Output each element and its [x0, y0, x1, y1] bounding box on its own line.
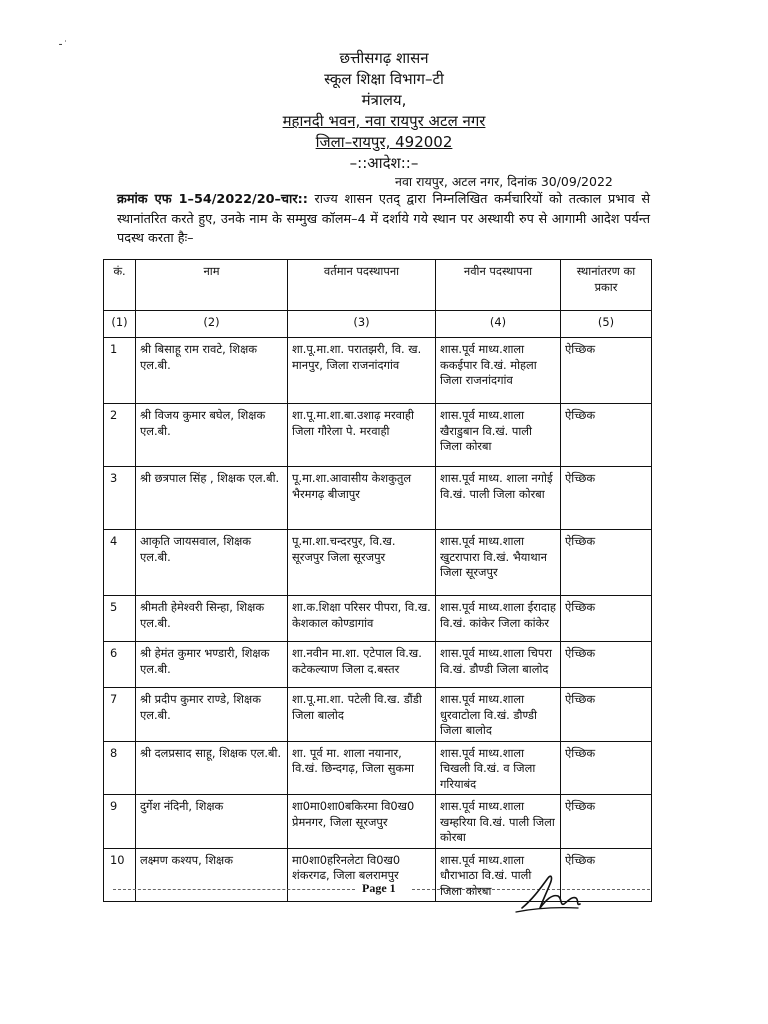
cell-transfer-type: ऐच्छिक: [561, 467, 652, 530]
cell-sno: 3: [104, 467, 136, 530]
cell-sno: 1: [104, 338, 136, 404]
cell-new-posting: शास.पूर्व माध्य.शाला चिखली वि.खं. व जिला गरियाबंद: [436, 741, 561, 795]
cell-sno: 2: [104, 404, 136, 467]
date-line: नवा रायपुर, अटल नगर, दिनांक 30/09/2022: [395, 174, 613, 189]
cell-current-posting: शा.क.शिक्षा परिसर पीपरा, वि.ख. केशकाल कोण्डागांव: [288, 596, 436, 642]
cell-new-posting: शास.पूर्व माध्य.शाला खुटरापारा वि.खं. भैयाथान जिला सूरजपुर: [436, 530, 561, 596]
cell-current-posting: मा0शा0हरिनलेटा वि0ख0 शंकरगढ, जिला बलरामपुर: [288, 848, 436, 902]
cell-current-posting: शा.पू.मा.शा. पटेली वि.ख. डौंडी जिला बालोद: [288, 688, 436, 742]
header-transfer-type: स्थानांतरण का प्रकार: [561, 260, 652, 311]
cell-name: श्री बिसाहू राम रावटे, शिक्षक एल.बी.: [136, 338, 288, 404]
cell-transfer-type: ऐच्छिक: [561, 642, 652, 688]
cell-new-posting: शास.पूर्व माध्य.शाला ईरादाह वि.खं. कांकेर जिला कांकेर: [436, 596, 561, 642]
cell-name: श्री हेमंत कुमार भण्डारी, शिक्षक एल.बी.: [136, 642, 288, 688]
cell-sno: 7: [104, 688, 136, 742]
header-line-5: जिला–रायपुर, 492002: [315, 133, 453, 151]
cell-current-posting: शा.पू.मा.शा.बा.उशाढ़ मरवाही जिला गौरेला पे. मरवाही: [288, 404, 436, 467]
column-number-row: [104, 311, 652, 338]
cell-new-posting: शास.पूर्व माध्य.शाला ककईपार वि.खं. मोहला जिला राजनांदगांव: [436, 338, 561, 404]
cell-new-posting: शास.पूर्व माध्य.शाला धुरवाटोला वि.खं. डौण्डी जिला बालोद: [436, 688, 561, 742]
header-line-1: छत्तीसगढ़ शासन: [339, 49, 429, 67]
col-number: (5): [561, 311, 652, 338]
cell-name: लक्ष्मण कश्यप, शिक्षक: [136, 848, 288, 902]
cell-sno: 8: [104, 741, 136, 795]
header-name: नाम: [136, 260, 288, 311]
cell-new-posting: शास.पूर्व माध्य.शाला खैराडुबान वि.खं. पाली जिला कोरबा: [436, 404, 561, 467]
table-row: [104, 467, 652, 530]
table-row: [104, 404, 652, 467]
cell-name: श्री विजय कुमार बघेल, शिक्षक एल.बी.: [136, 404, 288, 467]
cell-sno: 6: [104, 642, 136, 688]
cell-new-posting: शास.पूर्व माध्य. शाला नगोई वि.खं. पाली जिला कोरबा: [436, 467, 561, 530]
table-row: [104, 530, 652, 596]
cell-current-posting: पू.मा.शा.चन्दरपुर, वि.ख. सूरजपुर जिला सूरजपुर: [288, 530, 436, 596]
cell-transfer-type: ऐच्छिक: [561, 741, 652, 795]
table-header-row: [104, 260, 652, 311]
cell-sno: 10: [104, 848, 136, 902]
cell-current-posting: शा. पूर्व मा. शाला नयानार, वि.खं. छिन्दगढ़, जिला सुकमा: [288, 741, 436, 795]
header-line-2: स्कूल शिक्षा विभाग–टी: [324, 70, 444, 88]
cell-name: आकृति जायसवाल, शिक्षक एल.बी.: [136, 530, 288, 596]
order-number: क्रमांक एफ 1–54/2022/20–चार::: [117, 192, 308, 207]
scan-mark: ⁃˙: [58, 40, 68, 51]
cell-current-posting: पू.मा.शा.आवासीय केशकुतुल भैरमगढ़ बीजापुर: [288, 467, 436, 530]
cell-current-posting: शा.नवीन मा.शा. एटेपाल वि.ख. कटेकल्याण जिला द.बस्तर: [288, 642, 436, 688]
footer-rule-left: [113, 889, 355, 890]
header-sno: कं.: [104, 260, 136, 311]
cell-current-posting: शा.पू.मा.शा. परातझरी, वि. ख. मानपुर, जिला राजनांदगांव: [288, 338, 436, 404]
cell-name: श्री प्रदीप कुमार राण्डे, शिक्षक एल.बी.: [136, 688, 288, 742]
cell-transfer-type: ऐच्छिक: [561, 848, 652, 902]
cell-name: श्री दलप्रसाद साहू, शिक्षक एल.बी.: [136, 741, 288, 795]
table-row: [104, 596, 652, 642]
signature: [512, 868, 592, 920]
header-line-3: मंत्रालय,: [361, 91, 407, 109]
cell-sno: 4: [104, 530, 136, 596]
table-row: [104, 688, 652, 742]
table-row: [104, 642, 652, 688]
order-heading: –::आदेश::–: [349, 154, 419, 172]
cell-transfer-type: ऐच्छिक: [561, 596, 652, 642]
letterhead: [0, 48, 768, 174]
cell-name: दुर्गेश नंदिनी, शिक्षक: [136, 795, 288, 849]
cell-current-posting: शा0मा0शा0बकिरमा वि0ख0 प्रेमनगर, जिला सूरजपुर: [288, 795, 436, 849]
cell-transfer-type: ऐच्छिक: [561, 404, 652, 467]
cell-transfer-type: ऐच्छिक: [561, 530, 652, 596]
cell-name: श्रीमती हेमेश्वरी सिन्हा, शिक्षक एल.बी.: [136, 596, 288, 642]
cell-transfer-type: ऐच्छिक: [561, 338, 652, 404]
header-line-4: महानदी भवन, नवा रायपुर अटल नगर: [282, 112, 486, 130]
col-number: (3): [288, 311, 436, 338]
cell-transfer-type: ऐच्छिक: [561, 795, 652, 849]
col-number: (4): [436, 311, 561, 338]
table-row: [104, 338, 652, 404]
cell-name: श्री छत्रपाल सिंह , शिक्षक एल.बी.: [136, 467, 288, 530]
header-new-posting: नवीन पदस्थापना: [436, 260, 561, 311]
order-text: राज्य शासन एतद् द्वारा निम्नलिखित कर्मचारियों को तत्काल प्रभाव से स्थानांतरित करते हुए, उनके नाम के सम्मुख कॉलम–4 में दर्शाये गये स्थान पर अस्थायी रुप से आगामी आदेश पर्यन्त पदस्थ करता हैः–: [117, 192, 650, 246]
transfer-table: [103, 259, 652, 902]
cell-new-posting: शास.पूर्व माध्य.शाला चिपरा वि.खं. डौण्डी जिला बालोद: [436, 642, 561, 688]
cell-new-posting: शास.पूर्व माध्य.शाला खम्हरिया वि.खं. पाली जिला कोरबा: [436, 795, 561, 849]
order-paragraph: [117, 190, 650, 249]
header-current-posting: वर्तमान पदस्थापना: [288, 260, 436, 311]
table-row: [104, 741, 652, 795]
cell-sno: 5: [104, 596, 136, 642]
table-row: [104, 795, 652, 849]
page-number: Page 1: [362, 881, 396, 895]
cell-new-posting: शास.पूर्व माध्य.शाला धौराभाठा वि.खं. पाली जिला कोरबा: [436, 848, 561, 902]
cell-sno: 9: [104, 795, 136, 849]
col-number: (1): [104, 311, 136, 338]
cell-transfer-type: ऐच्छिक: [561, 688, 652, 742]
col-number: (2): [136, 311, 288, 338]
